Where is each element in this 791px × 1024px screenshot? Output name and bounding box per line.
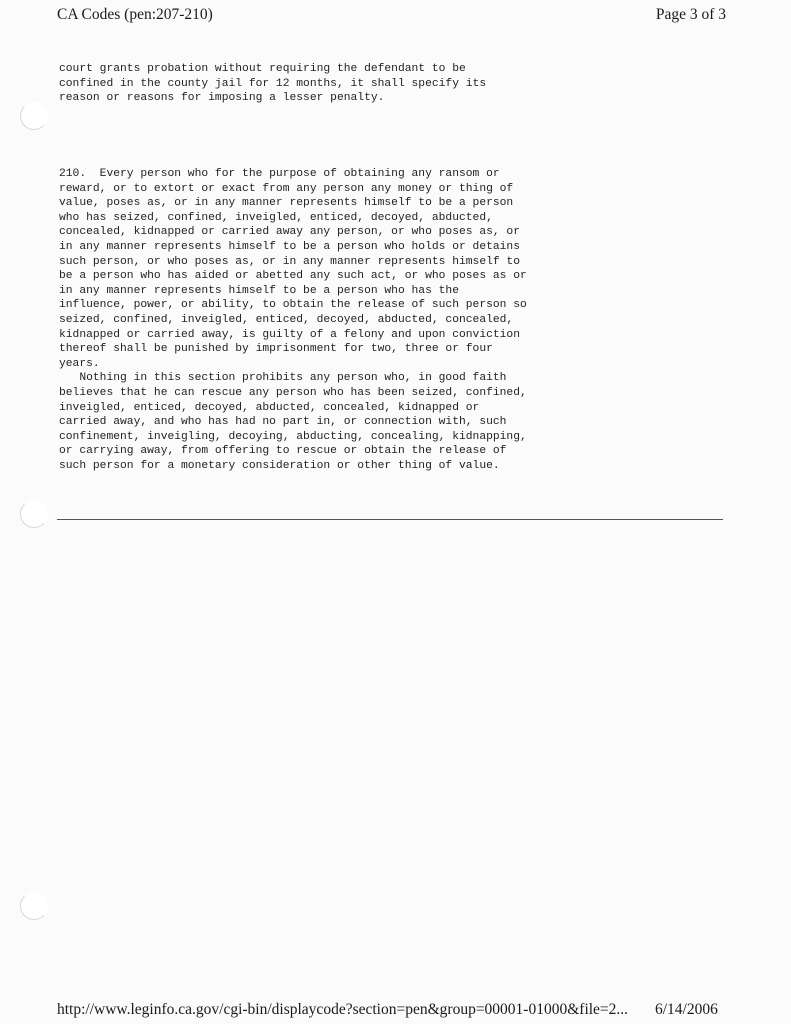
footer-url: http://www.leginfo.ca.gov/cgi-bin/displaycode?section=pen&group=00001-01000&file=2... [57, 1001, 629, 1018]
punch-hole [20, 892, 48, 920]
punch-hole [20, 102, 48, 130]
section-210-text: 210. Every person who for the purpose of obtaining any ransom or reward, or to extort or exact from any person any money or thing of value, poses as, or in any manner represents himself to be a person who has seized, confined, inveigled, enticed, decoyed, abducted, concealed, kidnapped or carried away any person, or who poses as, or in any manner represents himself to be a person who holds or detains such person, or who poses as, or in any manner represents himself to be a person who has aided or abetted any such act, or who poses as or in any manner represents himself to be a person who has the influence, power, or ability, to obtain the release of such person so seized, confined, inveigled, enticed, decoyed, abducted, concealed, kidnapped or carried away, is guilty of a felony and upon conviction thereof shall be punished by imprisonment for two, three or four years. Nothing in this section prohibits any person who, in good faith believes that he can rescue any person who has been seized, confined, inveigled, enticed, decoyed, abducted, concealed, kidnapped or carried away, and who has had no part in, or connection with, such confinement, inveigling, decoying, abducting, concealing, kidnapping, or carrying away, from offering to rescue or obtain the release of such person for a monetary consideration or other thing of value. [59, 168, 527, 472]
page-header-title: CA Codes (pen:207-210) [57, 6, 213, 23]
continued-paragraph: court grants probation without requiring the defendant to be confined in the county jail for 12 months, it shall specify its reason or reasons for imposing a lesser penalty. [59, 63, 487, 105]
footer-date: 6/14/2006 [655, 1001, 718, 1018]
horizontal-rule [57, 519, 723, 520]
punch-hole [20, 500, 48, 528]
page-number: Page 3 of 3 [655, 6, 726, 23]
